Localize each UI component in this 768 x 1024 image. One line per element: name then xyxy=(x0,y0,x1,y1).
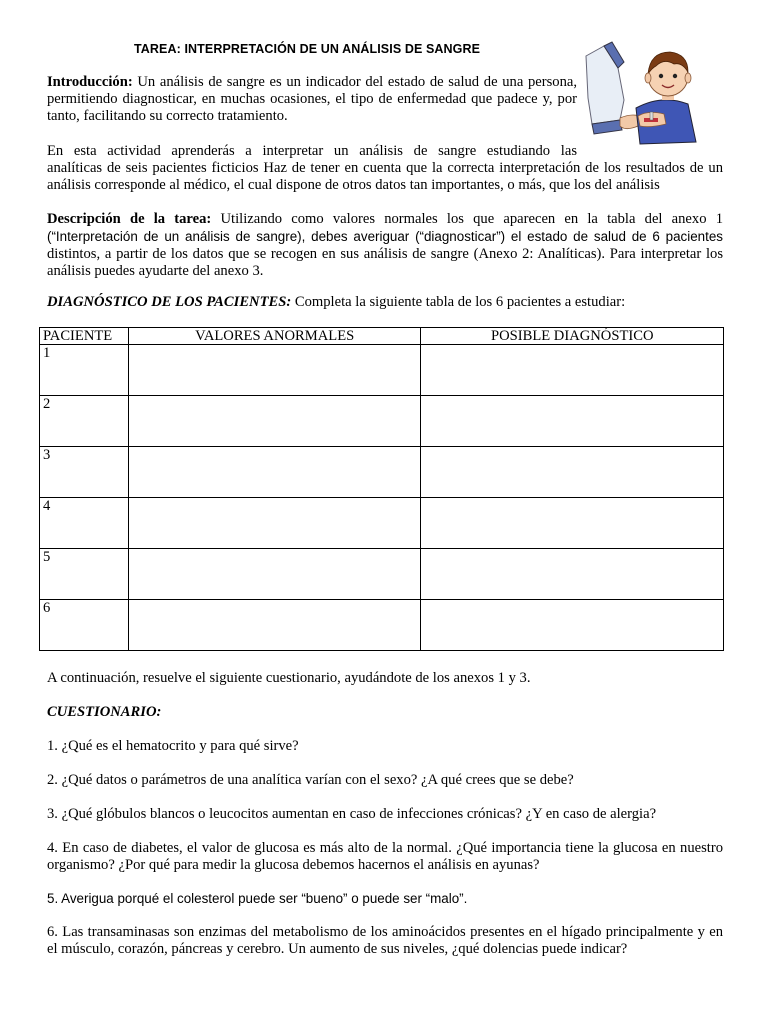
diagnosis-cell[interactable] xyxy=(421,549,724,600)
diagnosis-cell[interactable] xyxy=(421,396,724,447)
diagnosis-cell[interactable] xyxy=(421,447,724,498)
question-2: 2. ¿Qué datos o parámetros de una analítica varían con el sexo? ¿A qué crees que se debe? xyxy=(47,772,574,788)
diagnosis-heading: DIAGNÓSTICO DE LOS PACIENTES: xyxy=(47,294,292,310)
task-text-1: Utilizando como valores normales los que aparecen en la tabla del anexo 1 xyxy=(211,211,723,227)
abnormal-values-cell[interactable] xyxy=(128,549,421,600)
abnormal-values-cell[interactable] xyxy=(128,396,421,447)
intro-text: Un análisis de sangre es un indicador del estado de salud de una persona, permitiendo diagnosticar, en muchas ocasiones, el tipo de enfermedad que padece y, por tanto, facilitando su correcto tratamiento. xyxy=(47,74,577,124)
diagnosis-cell[interactable] xyxy=(421,600,724,651)
continue-instruction: A continuación, resuelve el siguiente cuestionario, ayudándote de los anexos 1 y 3. xyxy=(47,670,531,686)
table-row xyxy=(40,549,724,600)
patient-number: 5 xyxy=(40,549,129,600)
question-6: 6. Las transaminasas son enzimas del metabolismo de los aminoácidos presentes en el hígado principalmente y en el músculo, corazón, páncreas y cerebro. Un aumento de sus niveles, ¿qué dolencias puede indicar? xyxy=(47,924,723,957)
task-text-2: (“Interpretación de un análisis de sangre), debes averiguar (“diagnosticar”) el estado de salud de 6 pacientes xyxy=(47,229,723,244)
diagnosis-instruction: Completa la siguiente tabla de los 6 pacientes a estudiar: xyxy=(291,294,626,310)
table-header-row xyxy=(40,328,724,345)
document-title: TAREA: INTERPRETACIÓN DE UN ANÁLISIS DE SANGRE xyxy=(134,42,481,56)
task-label: Descripción de la tarea: xyxy=(47,211,212,227)
header-paciente: PACIENTE xyxy=(40,328,129,345)
patient-number: 2 xyxy=(40,396,129,447)
table-row xyxy=(40,447,724,498)
header-posible-diagnostico: POSIBLE DIAGNÓSTICO xyxy=(421,328,724,345)
intro-label: Introducción: xyxy=(47,74,133,90)
abnormal-values-cell[interactable] xyxy=(128,345,421,396)
patient-number: 6 xyxy=(40,600,129,651)
patient-number: 1 xyxy=(40,345,129,396)
table-row xyxy=(40,396,724,447)
abnormal-values-cell[interactable] xyxy=(128,447,421,498)
task-paragraph xyxy=(47,211,723,280)
abnormal-values-cell[interactable] xyxy=(128,498,421,549)
question-3: 3. ¿Qué glóbulos blancos o leucocitos aumentan en caso de infecciones crónicas? ¿Y en caso de alergia? xyxy=(47,806,657,822)
intro-paragraph xyxy=(47,74,577,125)
patient-number: 4 xyxy=(40,498,129,549)
task-text-3: distintos, a partir de los datos que se recogen en sus análisis de sangre (Anexo 2: Analíticas). Para interpretar los análisis puedes ayudarte del anexo 3. xyxy=(47,246,723,279)
activity-line-1: En esta actividad aprenderás a interpretar un análisis de sangre estudiando las xyxy=(47,143,577,159)
table-row xyxy=(40,498,724,549)
header-valores-anormales: VALORES ANORMALES xyxy=(128,328,421,345)
questionnaire-title: CUESTIONARIO: xyxy=(47,704,162,720)
activity-paragraph xyxy=(47,143,723,194)
patient-number: 3 xyxy=(40,447,129,498)
diagnosis-cell[interactable] xyxy=(421,498,724,549)
patients-table xyxy=(39,327,724,651)
question-5: 5. Averigua porqué el colesterol puede ser “bueno” o puede ser “malo”. xyxy=(47,891,468,906)
abnormal-values-cell[interactable] xyxy=(128,600,421,651)
diagnosis-cell[interactable] xyxy=(421,345,724,396)
question-1: 1. ¿Qué es el hematocrito y para qué sirve? xyxy=(47,738,299,754)
table-row xyxy=(40,345,724,396)
questionnaire-heading xyxy=(47,704,723,721)
blood-test-illustration xyxy=(584,38,724,150)
activity-text: analíticas de seis pacientes ficticios Haz de tener en cuenta que la correcta interpretación de los resultados de un análisis corresponde al médico, el cual dispone de otros datos tan importantes, o más, que los del análisis xyxy=(47,160,723,193)
question-4: 4. En caso de diabetes, el valor de glucosa es más alto de la normal. ¿Qué importancia tiene la glucosa en nuestro organismo? ¿Por qué para medir la glucosa debemos hacernos el análisis en ayunas? xyxy=(47,840,723,873)
table-row xyxy=(40,600,724,651)
diagnosis-paragraph xyxy=(47,294,723,311)
